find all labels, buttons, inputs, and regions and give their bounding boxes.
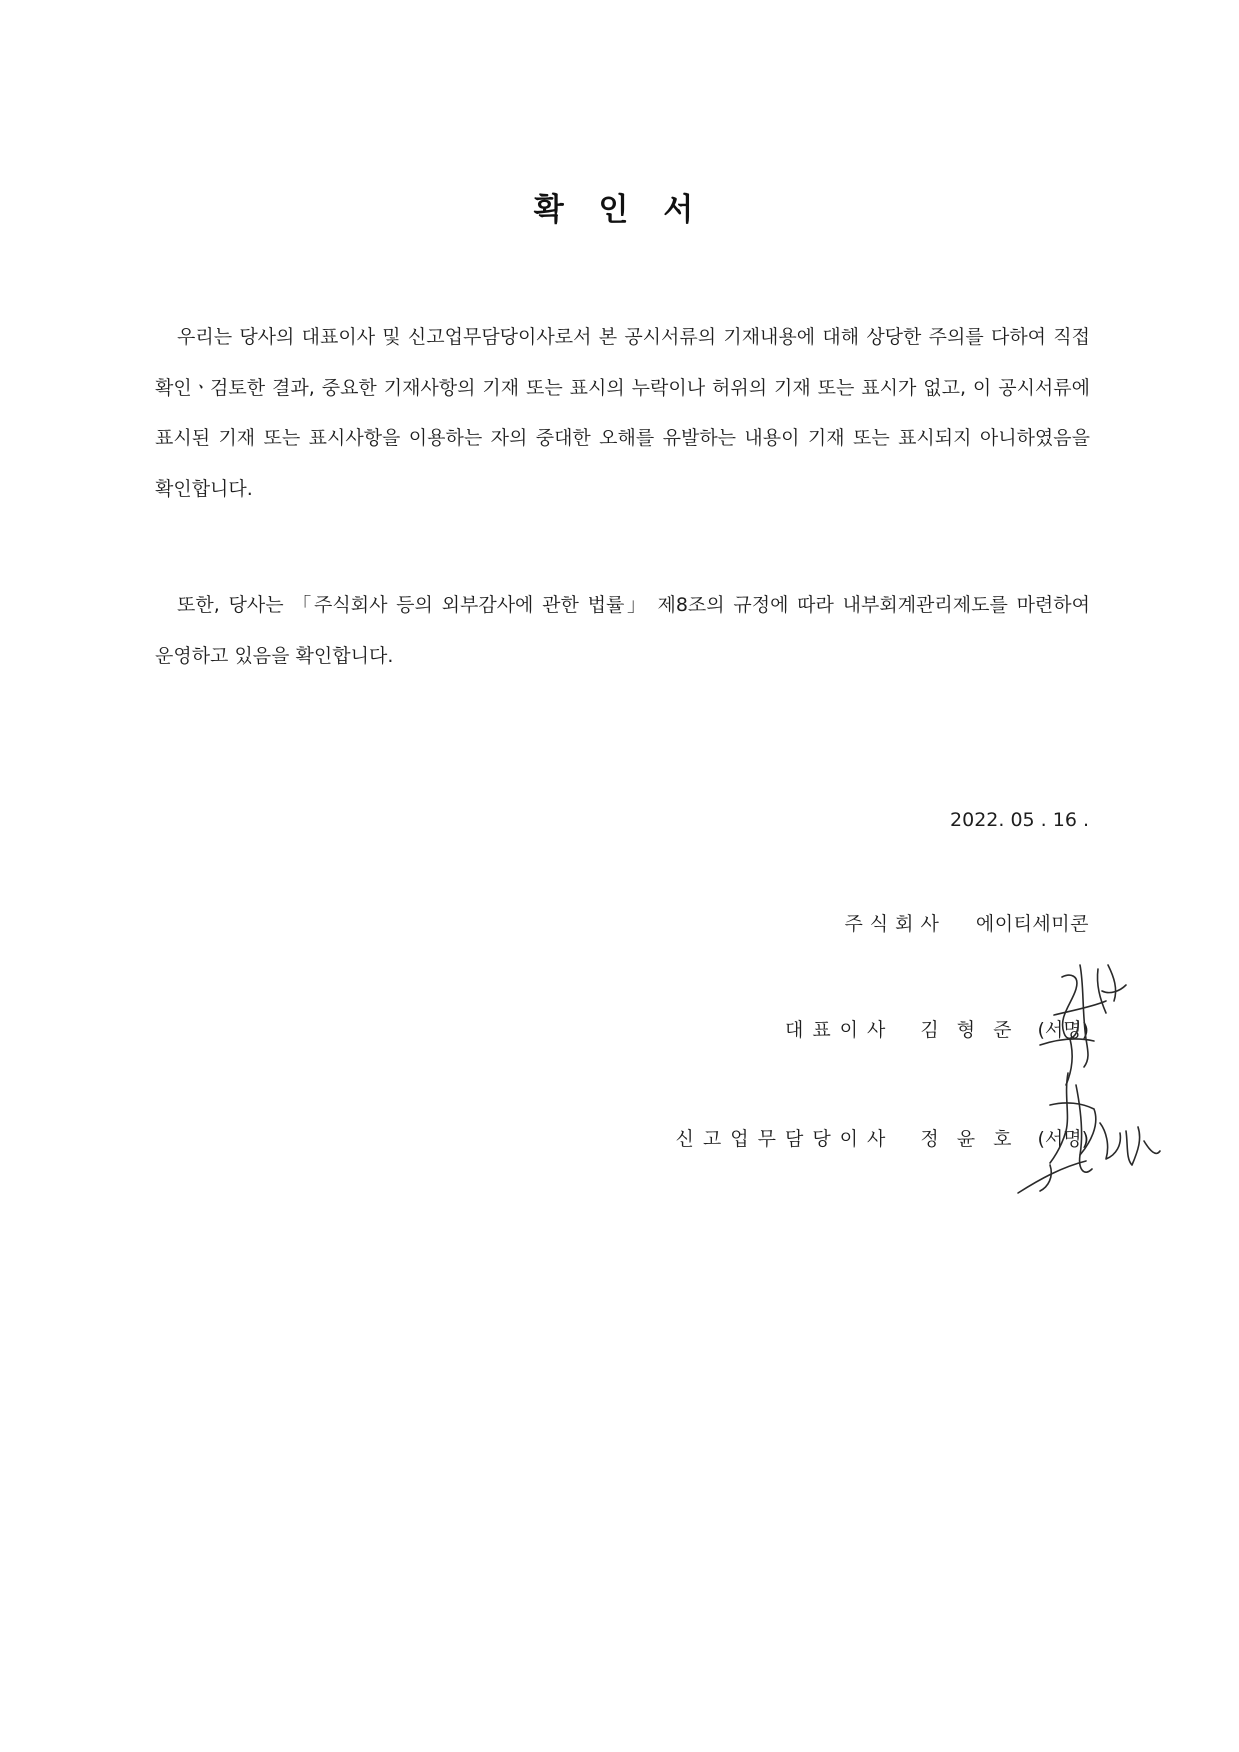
company-name: 에이티세미콘: [975, 913, 1089, 935]
handwritten-signatures: [1010, 955, 1200, 1210]
signer-role: 대표이사: [784, 1019, 895, 1041]
signer-name: 정윤호: [920, 1128, 1030, 1150]
signature-ceo: [1040, 965, 1126, 1085]
signer-name: 김형준: [920, 1019, 1030, 1041]
signer-role: 신고업무담당이사: [675, 1128, 895, 1150]
document-date: 2022. 05 . 16 .: [950, 809, 1089, 831]
signature-officer: [1018, 1073, 1160, 1193]
confirmation-paragraph-2: 또한, 당사는 「주식회사 등의 외부감사에 관한 법률」 제8조의 규정에 따라 내부회계관리제도를 마련하여 운영하고 있음을 확인합니다.: [155, 594, 1090, 667]
company-type-label: 주식회사: [844, 913, 946, 935]
signature-mark-label: (서명): [1037, 1128, 1089, 1150]
company-line: [844, 910, 1089, 938]
confirmation-paragraph-1: 우리는 당사의 대표이사 및 신고업무담당이사로서 본 공시서류의 기재내용에 대해 상당한 주의를 다하여 직접 확인ㆍ검토한 결과, 중요한 기재사항의 기재 또는 표시의 누락이나 허위의 기재 또는 표시가 없고, 이 공시서류에 표시된 기재 또는 표시사항을 이용하는 자의 중대한 오해를 유발하는 내용이 기재 또는 표시되지 아니하였음을 확인합니다.: [155, 326, 1090, 500]
document-title: 확 인 서: [533, 192, 706, 228]
signature-mark-label: (서명): [1037, 1019, 1089, 1041]
